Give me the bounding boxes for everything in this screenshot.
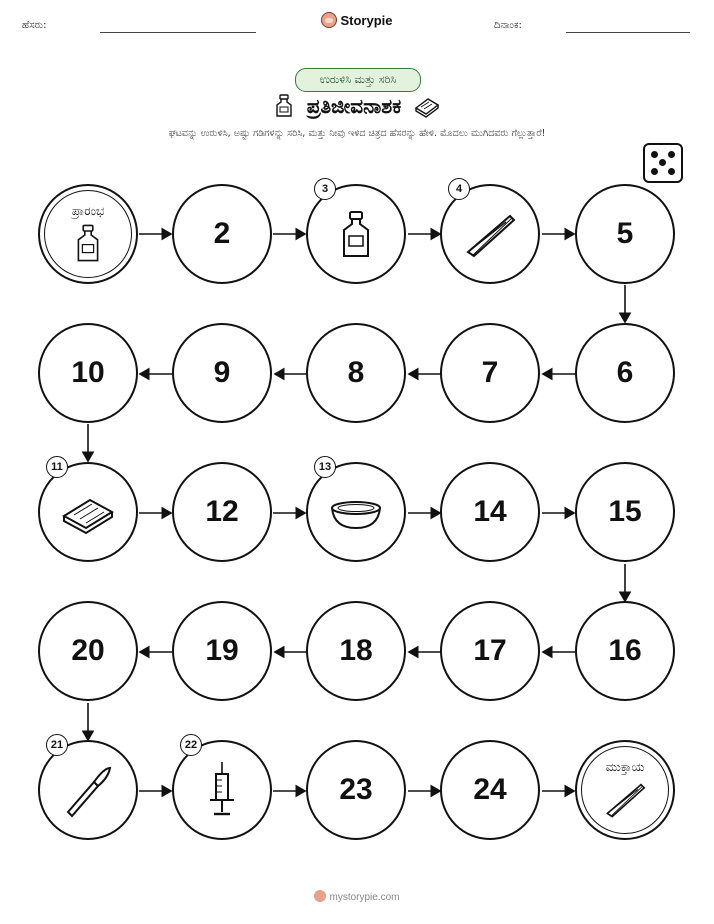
- board-space: [440, 323, 540, 423]
- name-label: ಹೆಸರು:: [22, 20, 47, 31]
- space-number-badge: 13: [314, 456, 336, 478]
- space-label: ಮುಕ್ತಾಯ: [605, 760, 645, 774]
- space-number: 9: [213, 356, 231, 389]
- scalpel-icon: [58, 760, 118, 820]
- board-space: [440, 462, 540, 562]
- space-number: 8: [347, 356, 365, 389]
- board-space: [306, 323, 406, 423]
- board-space: [38, 740, 138, 840]
- space-number: 20: [71, 634, 105, 667]
- instructions: ಘಟವನ್ನು ಉರುಳಿಸಿ, ಅಷ್ಟು ಗಡಿಗಳನ್ನು ಸರಿಸಿ, ಮತ್ತು ನೀವು ಇಳಿದ ಚಿತ್ರದ ಹೆಸರನ್ನು ಹೇಳಿ. ಮೊದಲು ಮುಗಿದವರು ಗೆಲ್ಲುತ್ತಾರೆ!: [168, 128, 546, 139]
- bottle-icon: [326, 204, 386, 264]
- board-space: [575, 323, 675, 423]
- space-number: 18: [339, 634, 373, 667]
- board-space: [575, 601, 675, 701]
- space-label: ಪ್ರಾರಂಭ: [71, 204, 105, 218]
- syringe-icon: [192, 760, 252, 820]
- space-number: 24: [473, 773, 507, 806]
- space-number: 16: [608, 634, 642, 667]
- space-number-badge: 4: [448, 178, 470, 200]
- gauze-icon: [58, 482, 118, 542]
- board-space: [172, 740, 272, 840]
- board-space: [38, 462, 138, 562]
- board-space: [172, 601, 272, 701]
- board-space: [306, 740, 406, 840]
- mode-pill: ಉರುಳಿಸಿ ಮತ್ತು ಸರಿಸಿ: [295, 68, 421, 92]
- space-number: 14: [473, 495, 507, 528]
- board-space: [306, 601, 406, 701]
- board-space: [172, 323, 272, 423]
- space-number: 15: [608, 495, 642, 528]
- date-label: ದಿನಾಂಕ:: [494, 20, 522, 31]
- board-space: [440, 740, 540, 840]
- space-number-badge: 3: [314, 178, 336, 200]
- space-number: 12: [205, 495, 239, 528]
- space-number: 5: [616, 217, 634, 250]
- board-space: [172, 184, 272, 284]
- space-number: 7: [481, 356, 499, 389]
- space-number: 17: [473, 634, 507, 667]
- finish-space: [575, 740, 675, 840]
- space-number: 6: [616, 356, 634, 389]
- start-space: [38, 184, 138, 284]
- space-number-badge: 11: [46, 456, 68, 478]
- board-space: [575, 462, 675, 562]
- board-space: [172, 462, 272, 562]
- space-number: 19: [205, 634, 239, 667]
- storypie-logo-icon: [314, 890, 326, 902]
- board-space: [440, 601, 540, 701]
- space-number: 2: [213, 217, 231, 250]
- space-number: 10: [71, 356, 105, 389]
- space-number-badge: 22: [180, 734, 202, 756]
- footer-site: mystorypie.com: [329, 892, 400, 903]
- board-space: [575, 184, 675, 284]
- board-space: [306, 184, 406, 284]
- brand-name: Storypie: [340, 13, 393, 28]
- tweezers-icon: [460, 204, 520, 264]
- footer: [0, 890, 714, 903]
- board-space: [38, 601, 138, 701]
- space-number-badge: 21: [46, 734, 68, 756]
- bowl-icon: [326, 482, 386, 542]
- board-space: [440, 184, 540, 284]
- space-number: 23: [339, 773, 373, 806]
- board-space: [306, 462, 406, 562]
- board-space: [38, 323, 138, 423]
- page-title: ಪ್ರತಿಜೀವನಾಶಕ: [306, 94, 402, 118]
